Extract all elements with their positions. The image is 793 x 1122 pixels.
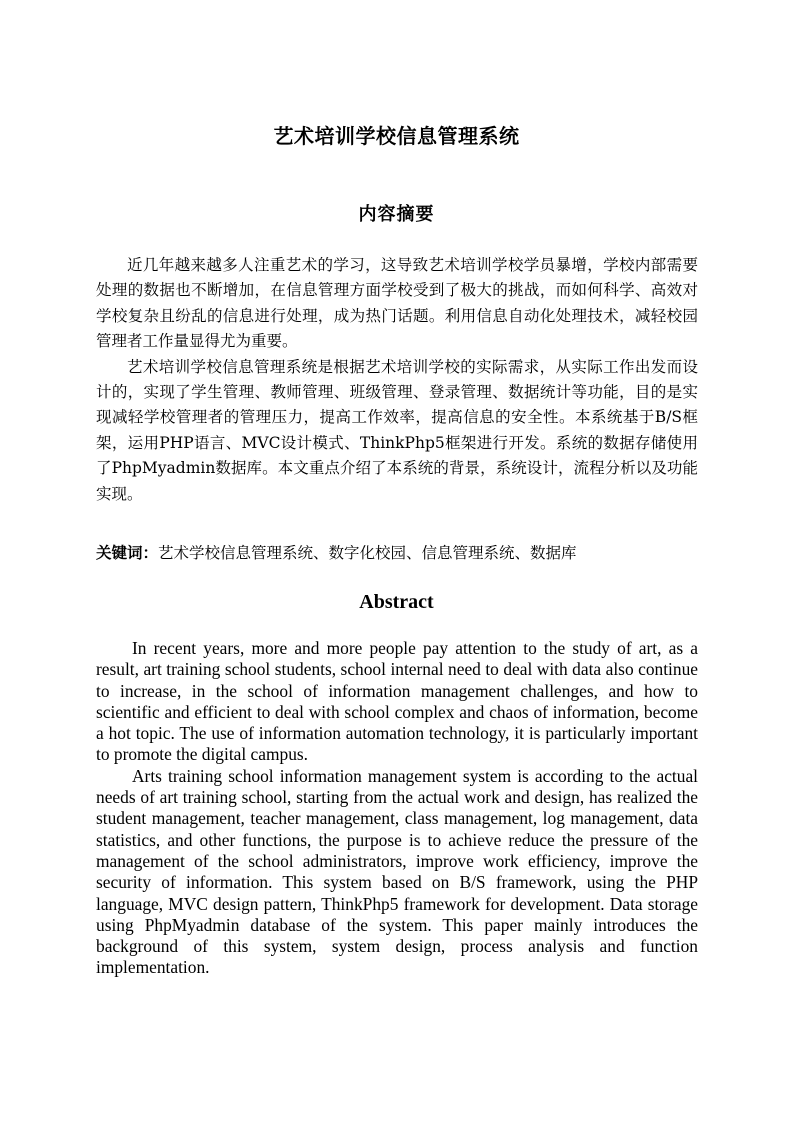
abstract-heading: 内容摘要 [358, 204, 435, 225]
document-title: 艺术培训学校信息管理系统 [273, 124, 520, 148]
english-abstract [96, 638, 698, 979]
abstract-paragraph: 艺术培训学校信息管理系统是根据艺术培训学校的实际需求，从实际工作出发而设计的，实现了学生管理、教师管理、班级管理、登录管理、数据统计等功能，目的是实现减轻学校管理者的管理压力，提高工作效率，提高信息的安全性。本系统基于B/S框架，运用PHP语言、MVC设计模式、ThinkPhp5框架进行开发。系统的数据存储使用了PhpMyadmin数据库。本文重点介绍了本系统的背景，系统设计，流程分析以及功能实现。 [96, 357, 698, 503]
keywords-line [96, 541, 716, 566]
chinese-abstract [96, 253, 698, 507]
english-paragraph: Arts training school information management system is according to the actual needs of art training school, starting from the actual work and design, has realized the student management, teacher management, class management, log management, data statistics, and other functions, the purpose is to achieve reduce the pressure of the management of the school administrators, improve work efficiency, improve the security of information. This system based on B/S framework, using the PHP language, MVC design pattern, ThinkPhp5 framework for development. Data storage using PhpMyadmin database of the system. This paper mainly introduces the background of this system, system design, process analysis and function implementation. [96, 765, 698, 978]
english-abstract-heading: Abstract [359, 591, 434, 613]
abstract-paragraph: 近几年越来越多人注重艺术的学习，这导致艺术培训学校学员暴增，学校内部需要处理的数据也不断增加，在信息管理方面学校受到了极大的挑战，而如何科学、高效对学校复杂且纷乱的信息进行处理，成为热门话题。利用信息自动化处理技术，减轻校园管理者工作量显得尤为重要。 [96, 256, 698, 351]
keywords-label: 关键词： [96, 544, 159, 562]
keywords-text: 艺术学校信息管理系统、数字化校园、信息管理系统、数据库 [158, 544, 577, 562]
english-paragraph: In recent years, more and more people pay attention to the study of art, as a result, art training school students, school internal need to deal with data also continue to increase, in the school of information management challenges, and how to scientific and efficient to deal with school complex and chaos of information, become a hot topic. The use of information automation technology, it is particularly important to promote the digital campus. [96, 638, 698, 765]
